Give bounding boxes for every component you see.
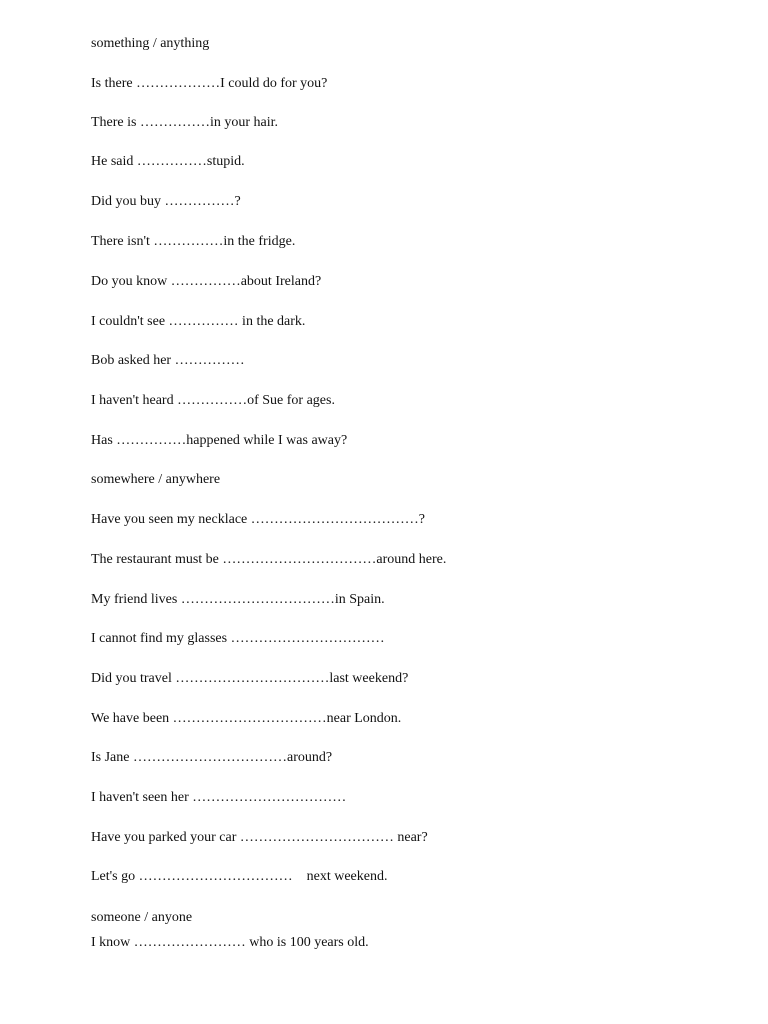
exercise-sentence: I haven't heard ……………of Sue for ages.: [91, 393, 335, 408]
section-heading-somewhere-anywhere: somewhere / anywhere: [91, 472, 221, 487]
exercise-sentence: The restaurant must be ……………………………around here.: [91, 552, 447, 567]
exercise-sentence: Let's go …………………………… next weekend.: [91, 869, 388, 884]
section-heading-someone-anyone: someone / anyone: [91, 910, 193, 925]
exercise-sentence: There isn't ……………in the fridge.: [91, 234, 296, 249]
exercise-sentence: I couldn't see …………… in the dark.: [91, 314, 306, 329]
section-heading-something-anything: something / anything: [91, 36, 210, 51]
exercise-sentence: Is Jane ……………………………around?: [91, 750, 333, 765]
exercise-sentence: Has ……………happened while I was away?: [91, 433, 348, 448]
exercise-sentence: Have you seen my necklace ………………………………?: [91, 512, 425, 527]
exercise-sentence: Is there ………………I could do for you?: [91, 76, 328, 91]
exercise-sentence: He said ……………stupid.: [91, 154, 245, 169]
exercise-sentence: Did you buy ……………?: [91, 194, 241, 209]
exercise-sentence: There is ……………in your hair.: [91, 115, 279, 130]
exercise-sentence: I cannot find my glasses ……………………………: [91, 631, 385, 646]
exercise-sentence: We have been ……………………………near London.: [91, 711, 402, 726]
exercise-sentence: Have you parked your car …………………………… near?: [91, 830, 428, 845]
exercise-sentence: Did you travel ……………………………last weekend?: [91, 671, 409, 686]
exercise-sentence: I haven't seen her ……………………………: [91, 790, 347, 805]
exercise-sentence: Bob asked her ……………: [91, 353, 245, 368]
exercise-sentence: My friend lives ……………………………in Spain.: [91, 592, 385, 607]
exercise-sentence: I know …………………… who is 100 years old.: [91, 935, 369, 950]
exercise-sentence: Do you know ……………about Ireland?: [91, 274, 322, 289]
